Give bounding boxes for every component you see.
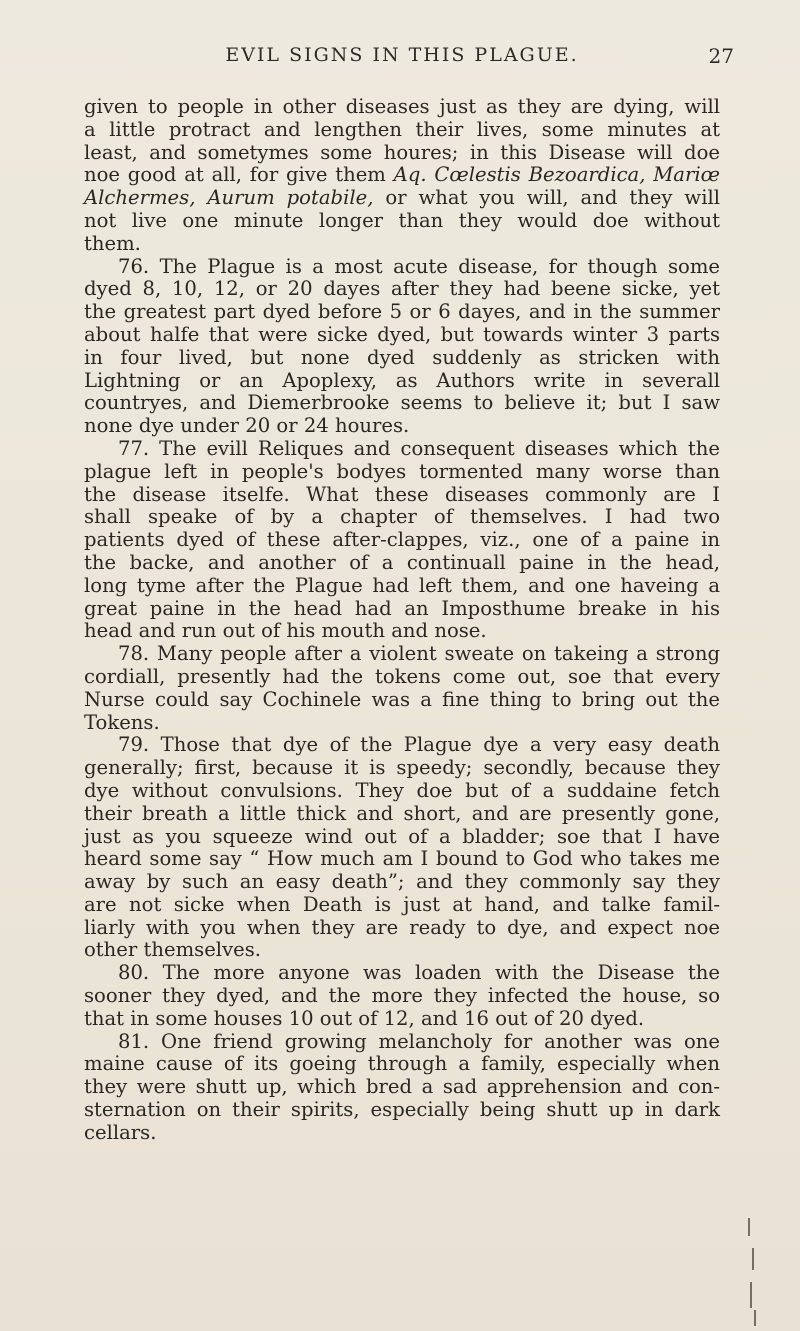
- line-text: heard some say “ How much am I bound to God who takes me: [84, 847, 720, 871]
- line-text: maine cause of its goeing through a family, especially when: [84, 1052, 720, 1076]
- text-line: [84, 392, 720, 415]
- line-text: dye without convulsions. They doe but of a suddaine fetch: [84, 778, 720, 802]
- text-line: [84, 484, 720, 507]
- body-text: [84, 96, 720, 1145]
- text-line: [84, 1099, 720, 1122]
- line-text: them.: [84, 231, 141, 255]
- running-title: EVIL SIGNS IN THIS PLAGUE.: [225, 44, 579, 66]
- line-text: they were shutt up, which bred a sad apprehension and con-: [84, 1075, 720, 1099]
- text-line: [84, 712, 720, 735]
- line-text: Tokens.: [84, 710, 160, 734]
- line-text: noe good at all, for give them: [84, 163, 386, 187]
- text-line: [84, 848, 720, 871]
- line-text: 76. The Plague is a most acute disease, for though some: [118, 254, 720, 278]
- line-text: least, and sometymes some houres; in this Disease will doe: [84, 140, 720, 164]
- line-text: 77. The evill Reliques and consequent diseases which the: [118, 436, 720, 460]
- text-line: [84, 1076, 720, 1099]
- line-text: just as you squeeze wind out of a bladder; soe that I have: [84, 824, 720, 848]
- line-text: 79. Those that dye of the Plague dye a very easy death: [118, 733, 720, 757]
- line-text: none dye under 20 or 24 houres.: [84, 414, 410, 438]
- text-line: [84, 894, 720, 917]
- text-line: [84, 370, 720, 393]
- line-text: in four lived, but none dyed suddenly as stricken with: [84, 345, 720, 369]
- text-line: [84, 256, 720, 279]
- text-line: [84, 461, 720, 484]
- line-text: countryes, and Diemerbrooke seems to believe it; but I saw: [84, 391, 720, 415]
- text-line: [84, 803, 720, 826]
- line-text: cellars.: [84, 1120, 157, 1144]
- text-line: [84, 142, 720, 165]
- text-line: [84, 119, 720, 142]
- running-head: [82, 44, 734, 74]
- margin-scratch-marks: [746, 1210, 760, 1330]
- text-line: [84, 734, 720, 757]
- text-line: [84, 529, 720, 552]
- line-text: away by such an easy death”; and they commonly say they: [84, 870, 720, 894]
- line-text: about halfe that were sicke dyed, but towards winter 3 parts: [84, 322, 720, 346]
- text-line: [84, 415, 720, 438]
- text-line: [84, 1008, 720, 1031]
- text-line: [84, 666, 720, 689]
- line-text: sternation on their spirits, especially being shutt up in dark: [84, 1098, 720, 1122]
- line-text: Nurse could say Cochinele was a fine thing to bring out the: [84, 687, 720, 711]
- line-text: 78. Many people after a violent sweate on takeing a strong: [118, 642, 720, 666]
- text-line: [84, 826, 720, 849]
- text-line: [84, 324, 720, 347]
- line-text: that in some houses 10 out of 12, and 16 out of 20 dyed.: [84, 1006, 645, 1030]
- text-line: [84, 233, 720, 256]
- line-text: a little protract and lengthen their lives, some minutes at: [84, 117, 720, 141]
- line-text: the greatest part dyed before 5 or 6 dayes, and in the summer: [84, 300, 720, 324]
- text-line: [84, 962, 720, 985]
- page-number: 27: [708, 44, 734, 68]
- line-text: head and run out of his mouth and nose.: [84, 619, 487, 643]
- line-text: cordiall, presently had the tokens come out, soe that every: [84, 664, 720, 688]
- italic-span: Aq. Cœlestis Bezoardica, Mariœ: [385, 163, 720, 187]
- line-text: dyed 8, 10, 12, or 20 dayes after they had beene sicke, yet: [84, 277, 720, 301]
- text-line: [84, 780, 720, 803]
- text-line: [84, 939, 720, 962]
- text-line: [84, 1053, 720, 1076]
- line-text: 80. The more anyone was loaden with the Disease the: [118, 961, 720, 985]
- text-line: [84, 598, 720, 621]
- line-text: great paine in the head had an Imposthume breake in his: [84, 596, 720, 620]
- text-line: [84, 96, 720, 119]
- line-text: other themselves.: [84, 938, 262, 962]
- text-line: [84, 187, 720, 210]
- line-text: Lightning or an Apoplexy, as Authors write in severall: [84, 368, 720, 392]
- text-line: [84, 506, 720, 529]
- italic-span: Alchermes, Aurum potabile,: [84, 186, 374, 210]
- line-text: given to people in other diseases just as they are dying, will: [84, 95, 720, 118]
- line-text: liarly with you when they are ready to dye, and expect noe: [84, 915, 720, 939]
- text-line: [84, 871, 720, 894]
- line-text: the backe, and another of a continuall paine in the head,: [84, 550, 720, 574]
- text-line: [84, 689, 720, 712]
- line-text: or what you will, and they will: [373, 186, 720, 210]
- line-text: sooner they dyed, and the more they infected the house, so: [84, 984, 720, 1008]
- line-text: patients dyed of these after-clappes, viz., one of a paine in: [84, 528, 720, 552]
- line-text: plague left in people's bodyes tormented many worse than: [84, 459, 720, 483]
- line-text: long tyme after the Plague had left them, and one haveing a: [84, 573, 720, 597]
- text-line: [84, 757, 720, 780]
- text-line: [84, 620, 720, 643]
- line-text: not live one minute longer than they would doe without: [84, 208, 720, 232]
- text-line: [84, 164, 720, 187]
- text-line: [84, 917, 720, 940]
- line-text: their breath a little thick and short, and are presently gone,: [84, 801, 720, 825]
- text-line: [84, 1122, 720, 1145]
- text-line: [84, 1031, 720, 1054]
- line-text: shall speake of by a chapter of themselves. I had two: [84, 505, 720, 529]
- text-line: [84, 301, 720, 324]
- line-text: the disease itselfe. What these diseases commonly are I: [84, 482, 720, 506]
- text-line: [84, 643, 720, 666]
- text-line: [84, 438, 720, 461]
- text-line: [84, 210, 720, 233]
- text-line: [84, 985, 720, 1008]
- text-line: [84, 347, 720, 370]
- line-text: 81. One friend growing melancholy for another was one: [118, 1029, 720, 1053]
- text-line: [84, 552, 720, 575]
- line-text: are not sicke when Death is just at hand, and talke famil-: [84, 892, 720, 916]
- line-text: generally; first, because it is speedy; secondly, because they: [84, 756, 720, 780]
- text-line: [84, 278, 720, 301]
- text-line: [84, 575, 720, 598]
